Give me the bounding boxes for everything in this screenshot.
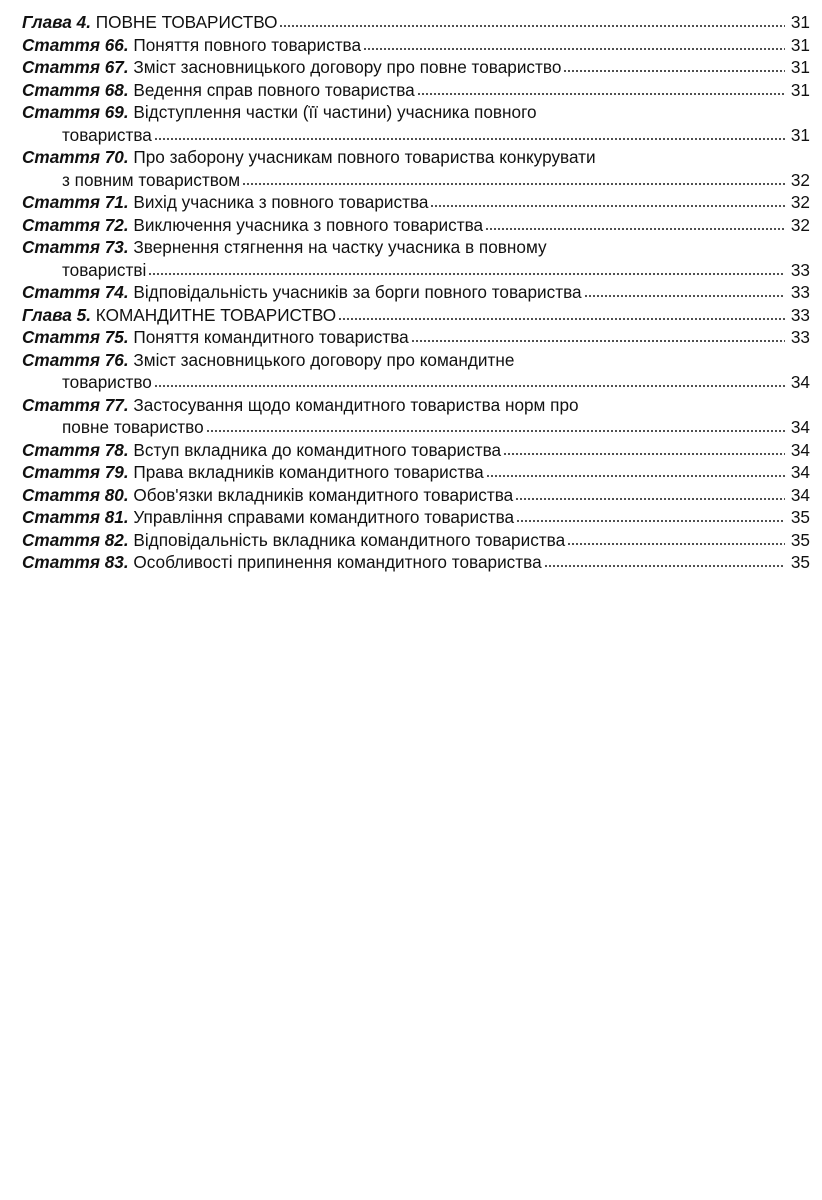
dot-leader [411,339,785,343]
toc-line [22,326,810,349]
dot-leader [563,69,785,73]
toc-line [22,79,810,102]
dot-leader [567,542,785,546]
toc-page-number: 34 [790,372,810,392]
toc-page-number: 35 [790,529,810,550]
toc-entry-title-continuation: товариство [62,372,152,392]
toc-entry-title: ПОВНЕ ТОВАРИСТВО [95,12,278,32]
toc-entry-title: Особливості припинення командитного товариства [133,552,542,572]
toc-page-number: 34 [790,462,810,482]
toc-line [22,146,810,169]
toc-entry-label: Стаття 80. [22,484,129,505]
toc-line [22,461,810,484]
toc-entry[interactable] [22,56,810,79]
dot-leader [430,204,785,208]
toc-entry-title-continuation: з повним товариством [62,169,241,190]
toc-page-number: 31 [790,124,810,145]
dot-leader [417,92,785,96]
toc-line [22,439,810,462]
toc-line [22,214,810,237]
toc-entry-title: Виключення учасника з повного товариства [133,214,484,235]
toc-entry-title: Зміст засновницького договору про командитне [133,349,515,370]
dot-leader [363,47,785,51]
toc-line [22,34,810,57]
toc-entry-label: Стаття 76. [22,349,129,370]
toc-entry-label: Стаття 68. [22,79,129,100]
toc-page-number: 31 [790,57,810,77]
toc-line [22,236,810,259]
toc-entry[interactable] [22,326,810,349]
toc-page-number: 32 [790,169,810,190]
toc-entry-title: Права вкладників командитного товариства [133,462,484,482]
toc-entry[interactable] [22,349,810,394]
toc-page-number: 35 [790,552,810,572]
toc-entry-title: Відступлення частки (її частини) учасника повного [133,102,537,122]
toc-entry-label: Стаття 66. [22,34,129,55]
toc-entry[interactable] [22,484,810,507]
toc-line-continuation [22,371,810,394]
dot-leader [486,474,785,478]
toc-entry-label: Стаття 69. [22,102,129,122]
toc-line [22,304,810,327]
toc-entry-title: Застосування щодо командитного товариства норм про [133,394,579,415]
toc-line [22,349,810,372]
dot-leader [206,429,785,433]
toc-entry-label: Глава 5. [22,304,91,325]
toc-entry-label: Стаття 77. [22,394,129,415]
toc-entry-title: Обов'язки вкладників командитного товариства [133,484,514,505]
toc-entry[interactable] [22,394,810,439]
toc-page-number: 33 [790,327,810,347]
toc-entry[interactable] [22,236,810,281]
toc-entry-title: Відповідальність вкладника командитного товариства [133,529,566,550]
toc-line [22,281,810,304]
toc-line [22,506,810,529]
toc-page-number: 33 [790,282,810,302]
dot-leader [516,519,785,523]
toc-page-number: 33 [790,304,810,325]
toc-entry[interactable] [22,79,810,102]
toc-entry-label: Стаття 73. [22,237,129,257]
toc-entry-label: Стаття 72. [22,214,129,235]
toc-entry[interactable] [22,529,810,552]
toc-entry-title-continuation: повне товариство [62,417,204,437]
toc-entry-label: Стаття 71. [22,192,129,212]
toc-entry[interactable] [22,146,810,191]
dot-leader [544,564,785,568]
toc-entry-label: Стаття 81. [22,507,129,527]
dot-leader [154,137,785,141]
toc-page-number: 34 [790,439,810,460]
toc-entry-title: Вихід учасника з повного товариства [133,192,429,212]
toc-entry-title: Ведення справ повного товариства [133,79,415,100]
toc-line [22,56,810,79]
toc-entry[interactable] [22,461,810,484]
dot-leader [242,182,785,186]
toc-line-continuation [22,259,810,282]
toc-entry[interactable] [22,214,810,237]
toc-entry-label: Стаття 83. [22,552,129,572]
toc-line [22,529,810,552]
toc-line [22,484,810,507]
dot-leader [485,227,785,231]
toc-entry-label: Стаття 67. [22,57,129,77]
toc-page-number: 31 [790,79,810,100]
toc-entry[interactable] [22,11,810,34]
toc-line [22,551,810,574]
toc-entry-label: Стаття 74. [22,282,129,302]
toc-entry[interactable] [22,304,810,327]
toc-entry-title: Вступ вкладника до командитного товариства [133,439,502,460]
toc-entry-title: Поняття повного товариства [133,34,362,55]
toc-entry-title: Поняття командитного товариства [133,327,409,347]
toc-line-continuation [22,169,810,192]
toc-entry-label: Глава 4. [22,12,91,32]
toc-page-number: 35 [790,507,810,527]
toc-entry-title: Відповідальність учасників за борги повного товариства [133,282,582,302]
toc-line [22,394,810,417]
toc-entry[interactable] [22,506,810,529]
toc-line-continuation [22,416,810,439]
toc-entry-label: Стаття 78. [22,439,129,460]
dot-leader [515,497,785,501]
toc-page-number: 31 [790,34,810,55]
dot-leader [148,272,785,276]
toc-entry-label: Стаття 82. [22,529,129,550]
toc-entry-label: Стаття 75. [22,327,129,347]
toc-line [22,101,810,124]
toc-page-number: 33 [790,259,810,280]
toc-entry-title-continuation: товаристві [62,259,147,280]
toc-line-continuation [22,124,810,147]
toc-entry-title: Зміст засновницького договору про повне товариство [133,57,562,77]
toc-entry-title: Про заборону учасникам повного товариства конкурувати [133,147,596,167]
toc-entry-title: Управління справами командитного товариства [133,507,515,527]
toc-entry[interactable] [22,551,810,574]
toc-entry[interactable] [22,439,810,462]
toc-entry-title-continuation: товариства [62,124,152,145]
toc-page-number: 34 [790,484,810,505]
toc-entry[interactable] [22,281,810,304]
dot-leader [503,452,785,456]
dot-leader [584,294,785,298]
dot-leader [338,317,785,321]
toc-page-number: 34 [790,417,810,437]
dot-leader [279,24,785,28]
toc-page-number: 31 [790,12,810,32]
toc-entry[interactable] [22,101,810,146]
toc-page-number: 32 [790,192,810,212]
toc-entry[interactable] [22,34,810,57]
table-of-contents [22,11,810,574]
toc-entry-title: КОМАНДИТНЕ ТОВАРИСТВО [95,304,337,325]
dot-leader [154,384,785,388]
toc-line [22,11,810,34]
toc-entry-label: Стаття 79. [22,462,129,482]
toc-entry-title: Звернення стягнення на частку учасника в повному [133,237,547,257]
toc-entry[interactable] [22,191,810,214]
toc-page-number: 32 [790,214,810,235]
toc-line [22,191,810,214]
toc-entry-label: Стаття 70. [22,147,129,167]
